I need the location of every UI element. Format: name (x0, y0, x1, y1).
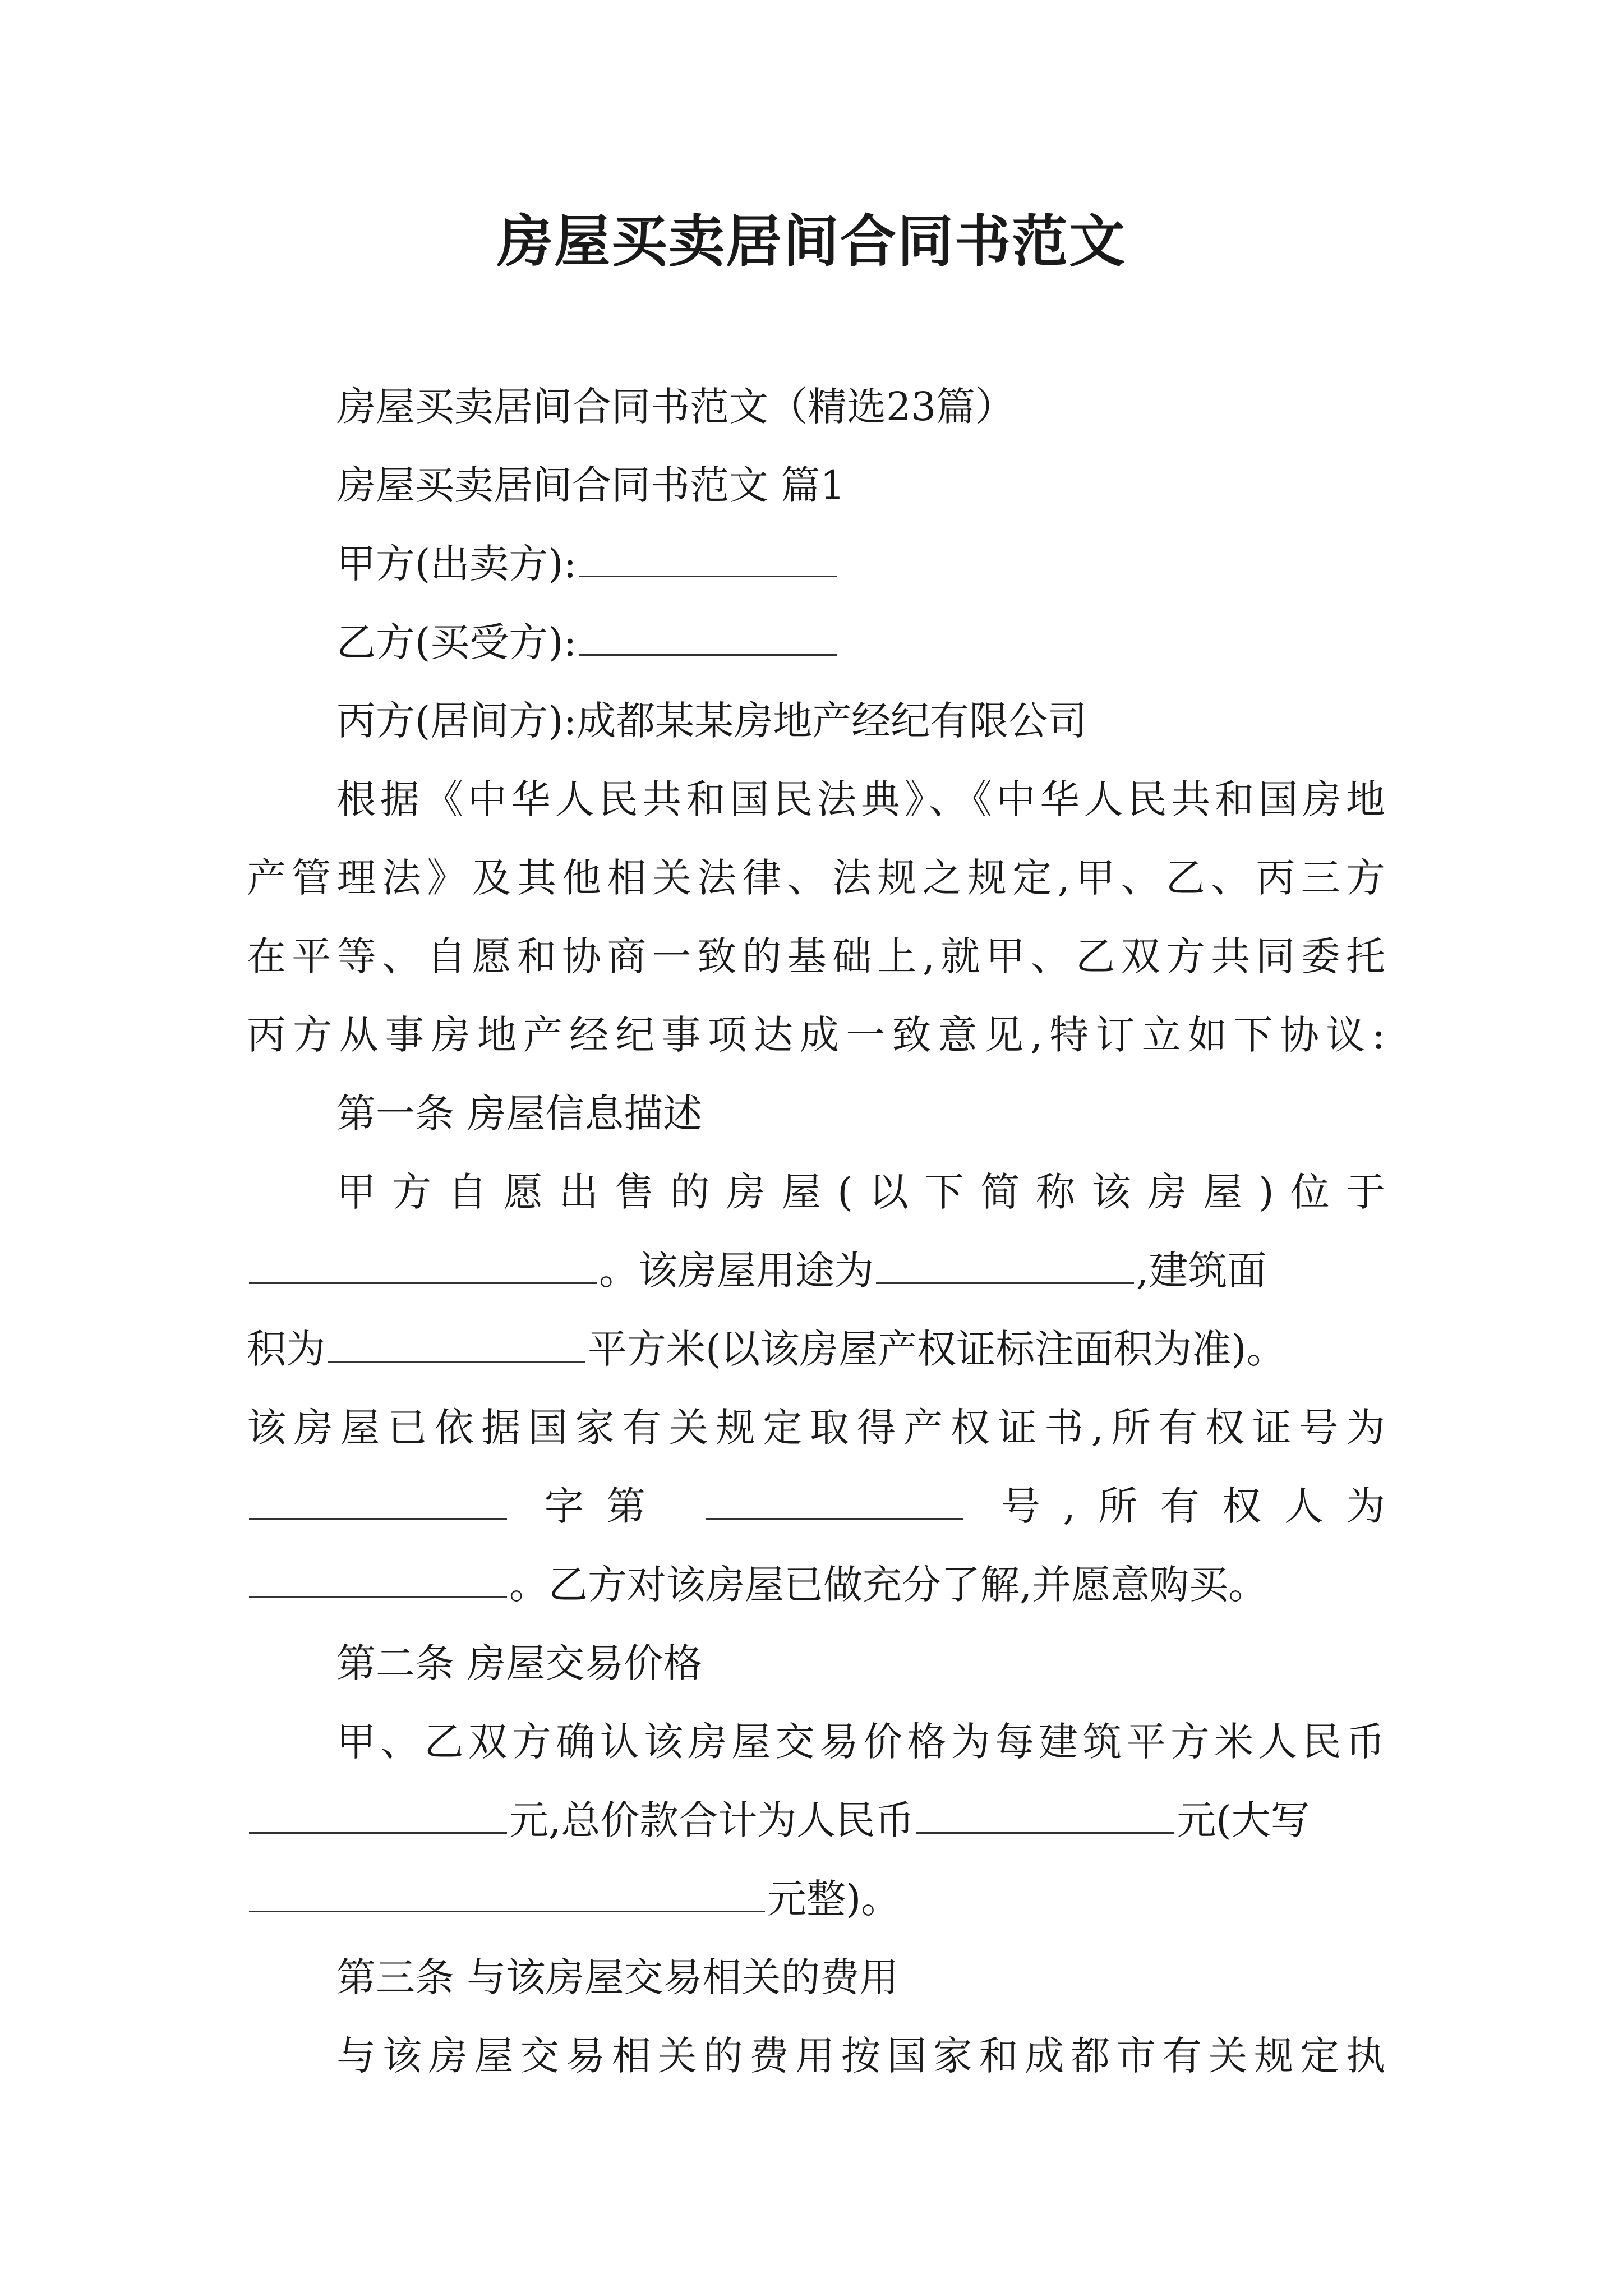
article2-text: 元整)。 (767, 1876, 901, 1922)
article3-line-1: 与该房屋交易相关的费用按国家和成都市有关规定执 (336, 2033, 1385, 2079)
preamble-line-3: 在平等、自愿和协商一致的基础上,就甲、乙双方共同委托 (247, 933, 1385, 979)
article2-heading: 第二条 房屋交易价格 (336, 1640, 703, 1686)
section-heading: 房屋买卖居间合同书范文 篇1 (336, 462, 845, 508)
article1-heading: 第一条 房屋信息描述 (336, 1091, 703, 1137)
article2-line-3 (247, 1860, 1385, 1938)
party-b-blank (579, 604, 837, 656)
party-a-line (336, 524, 1385, 603)
article1-text: ,建筑面 (1136, 1248, 1267, 1294)
article1-line-6 (247, 1545, 1385, 1624)
party-b-label: 乙方(买受方): (336, 619, 577, 665)
article2-line-2 (247, 1781, 1385, 1860)
owner-blank (249, 1546, 507, 1598)
article2-text: 元,总价款合计为人民币 (509, 1797, 915, 1843)
party-a-blank (579, 525, 837, 577)
article2-text: 元(大写 (1177, 1797, 1310, 1843)
article1-text: 积为 (247, 1326, 325, 1372)
article1-text: 。乙方对该房屋已做充分了解,并愿意购买。 (509, 1562, 1268, 1608)
article1-line-2 (247, 1231, 1385, 1310)
article1-line-5 (247, 1467, 1385, 1545)
article1-text: 。该房屋用途为 (599, 1248, 874, 1294)
location-blank (249, 1232, 597, 1284)
article1-text: 字第 (544, 1483, 668, 1529)
total-price-blank (916, 1782, 1174, 1834)
document-subtitle: 房屋买卖居间合同书范文（精选23篇） (336, 384, 1015, 430)
cert-prefix-blank (249, 1467, 507, 1520)
article1-line-3 (247, 1310, 1385, 1388)
article1-text: 平方米(以该房屋产权证标注面积为准)。 (588, 1326, 1286, 1372)
preamble-line-2: 产管理法》及其他相关法律、法规之规定,甲、乙、丙三方 (247, 855, 1385, 901)
party-c-line: 丙方(居间方):成都某某房地产经纪有限公司 (336, 698, 1087, 744)
area-blank (328, 1310, 585, 1363)
unit-price-blank (249, 1782, 507, 1834)
article1-text: 号,所有权人为 (1001, 1483, 1385, 1529)
cert-number-blank (706, 1467, 963, 1520)
document-title: 房屋买卖居间合同书范文 (497, 208, 1126, 274)
usage-blank (876, 1232, 1134, 1284)
party-a-label: 甲方(出卖方): (336, 541, 577, 587)
price-words-blank (249, 1860, 765, 1912)
article1-line-1: 甲方自愿出售的房屋(以下简称该房屋)位于 (336, 1169, 1385, 1215)
article3-heading: 第三条 与该房屋交易相关的费用 (336, 1954, 899, 2000)
preamble-line-1: 根据《中华人民共和国民法典》、《中华人民共和国房地 (336, 776, 1385, 822)
article1-line-4: 该房屋已依据国家有关规定取得产权证书,所有权证号为 (247, 1405, 1385, 1451)
article2-line-1: 甲、乙双方确认该房屋交易价格为每建筑平方米人民币 (336, 1719, 1385, 1765)
party-b-line (336, 603, 1385, 682)
preamble-line-4: 丙方从事房地产经纪事项达成一致意见,特订立如下协议: (247, 1012, 1385, 1058)
